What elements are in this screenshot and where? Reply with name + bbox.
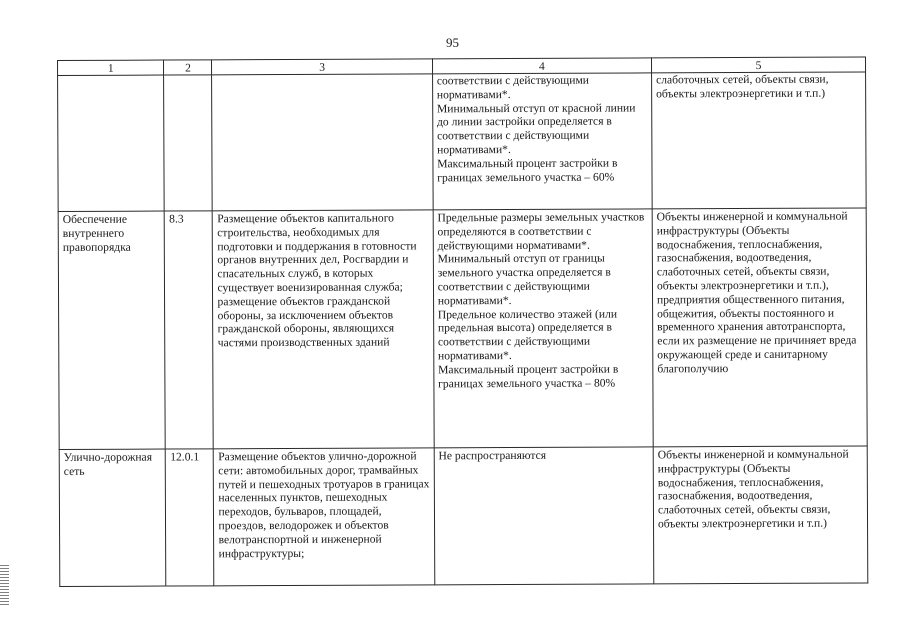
cell-use-description xyxy=(214,448,435,586)
parameter-line: соответствии с действующими нормативами*. xyxy=(436,73,589,102)
parameter-line: Максимальный процент застройки в границах земельного участка – 80% xyxy=(438,362,619,390)
objects-text: Объекты инженерной и коммунальной инфраструктуры (Объекты водоснабжения, теплоснабжения, газоснабжения, водоотведения, слаботочных сетей, объекты связи, объекты электроэнергетики и т.п.) xyxy=(657,447,849,531)
cell-use-code: 8.3 xyxy=(165,211,214,449)
column-header-3: 3 xyxy=(212,59,432,75)
cell-use-description xyxy=(213,210,434,449)
description-line: размещение объектов гражданской обороны, за исключением объектов гражданской обороны, являющихся частями производственных зданий xyxy=(217,294,395,350)
scan-artifact xyxy=(0,565,9,605)
description-line: Размещение объектов улично-дорожной сети: автомобильных дорог, трамвайных путей и пешеходных тротуаров в границах населенных пунктов, пешеходных переходов, бульваров, площадей, проездов, велодорожек и объектов велотранспортной и инженерной инфраструктуры; xyxy=(218,449,430,560)
column-header-2: 2 xyxy=(164,60,212,75)
parameter-line: Минимальный отступ от границы земельного участка определяется в соответствии с действующими нормативами*. xyxy=(437,252,611,308)
cell-parameters xyxy=(434,447,654,585)
cell-use-name: Улично-дорожная сеть xyxy=(59,449,166,586)
cell-auxiliary-objects xyxy=(653,446,868,584)
cell-auxiliary-objects xyxy=(652,208,867,447)
parameter-line: Предельное количество этажей (или предельная высота) определяется в соответствии с действующими нормативами*. xyxy=(437,307,618,363)
column-header-4: 4 xyxy=(432,58,651,74)
cell-use-description xyxy=(212,74,433,211)
cell-parameters xyxy=(432,73,652,210)
column-header-1: 1 xyxy=(58,60,165,75)
parameter-line: Максимальный процент застройки в границах земельного участка – 60% xyxy=(437,156,618,184)
cell-use-name: Обеспечение внутреннего правопорядка xyxy=(58,211,166,449)
zoning-table xyxy=(57,56,868,587)
parameter-line: Минимальный отступ от красной линии до линии застройки определяется в соответствии с действующими нормативами*. xyxy=(436,101,636,157)
parameter-line: Не распространяются xyxy=(438,448,547,463)
parameter-line: Предельные размеры земельных участков определяются в соответствии с действующими нормативами*. xyxy=(437,210,645,252)
cell-use-code: 12.0.1 xyxy=(166,449,215,586)
objects-text: слаботочных сетей, объекты связи, объекты электроэнергетики и т.п.) xyxy=(656,72,829,101)
table-row xyxy=(58,208,867,450)
description-line: Размещение объектов капитального строительства, необходимых для подготовки и поддержания в готовности органов внутренних дел, Росгвардии и спасательных служб, в которых существует военизированная служба; xyxy=(217,211,417,295)
page-number: 95 xyxy=(446,35,459,50)
column-header-5: 5 xyxy=(651,57,865,73)
cell-use-code xyxy=(164,75,213,211)
cell-use-name xyxy=(58,75,165,211)
table-row xyxy=(59,446,868,587)
table-row xyxy=(58,72,867,212)
cell-auxiliary-objects xyxy=(652,72,867,209)
objects-text: Объекты инженерной и коммунальной инфраструктуры (Объекты водоснабжения, теплоснабжения, газоснабжения, водоотведения, слаботочных сетей, объекты связи, объекты электроэнергетики и т.п.), предприятия общественного питания, общежития, объекты постоянного и временного хранения автотранспорта, если их размещение не причиняет вреда окружающей среде и санитарному благополучию xyxy=(656,209,857,376)
cell-parameters xyxy=(433,209,653,448)
